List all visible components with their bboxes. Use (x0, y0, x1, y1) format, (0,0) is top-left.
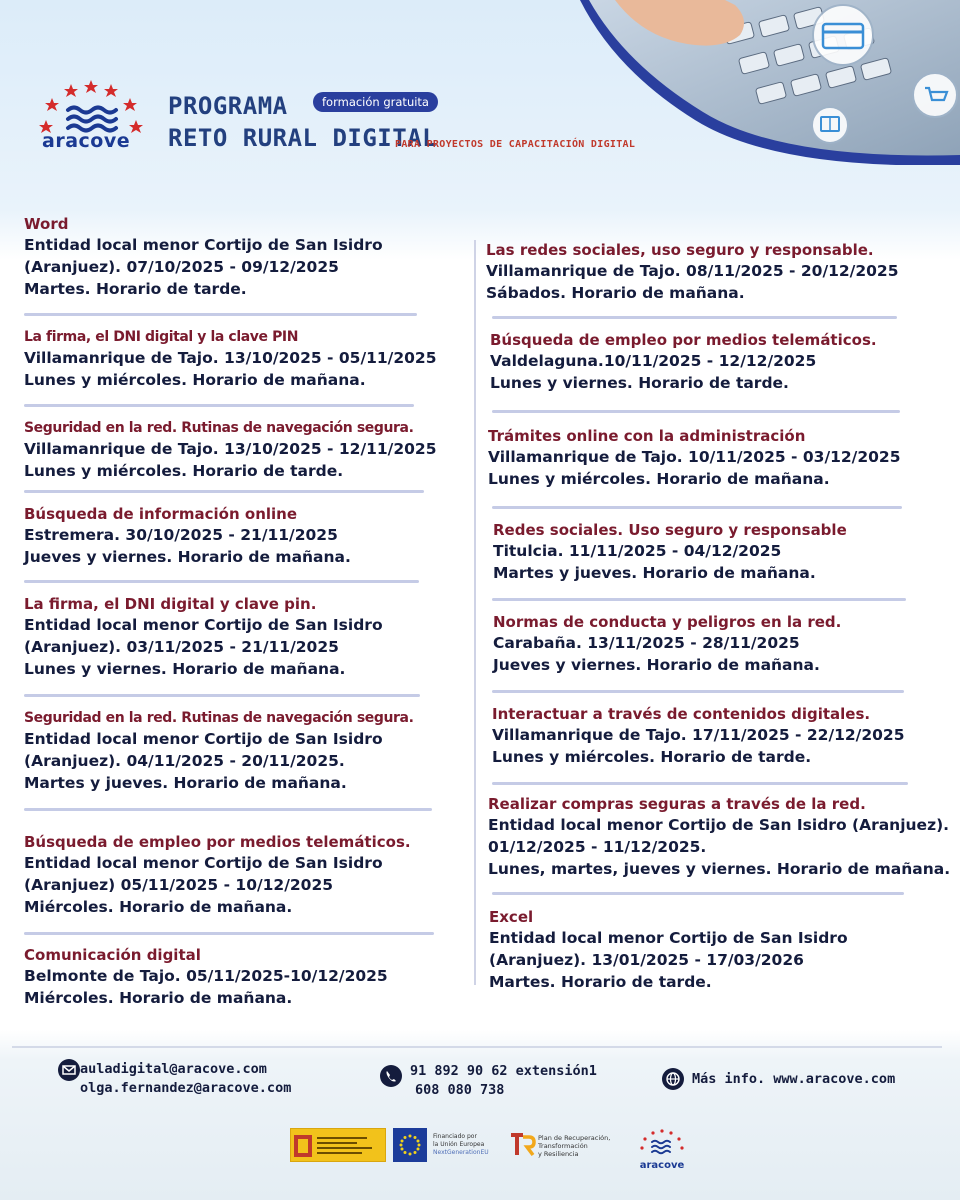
course-title: Normas de conducta y peligros en la red. (493, 613, 842, 631)
course-line: Miércoles. Horario de mañana. (24, 989, 293, 1007)
course-line: (Aranjuez). 07/10/2025 - 09/12/2025 (24, 258, 339, 276)
course-line: Martes. Horario de tarde. (24, 280, 247, 298)
course-item (493, 612, 841, 676)
course-line: Martes y jueves. Horario de mañana. (24, 774, 347, 792)
course-line: Miércoles. Horario de mañana. (24, 898, 293, 916)
course-line: Entidad local menor Cortijo de San Isidro (24, 236, 383, 254)
email-1[interactable]: auladigital@aracove.com (80, 1061, 267, 1077)
course-item (490, 330, 877, 394)
course-item (493, 520, 847, 584)
email-2[interactable]: olga.fernandez@aracove.com (80, 1080, 292, 1096)
course-line: Titulcia. 11/11/2025 - 04/12/2025 (493, 542, 782, 560)
course-line: (Aranjuez) 05/11/2025 - 10/12/2025 (24, 876, 334, 894)
course-title: Búsqueda de empleo por medios telemáticos. (490, 331, 877, 349)
course-line: Lunes y viernes. Horario de tarde. (490, 374, 789, 392)
course-separator (492, 598, 906, 601)
logo-stars-waves-icon (36, 78, 146, 138)
plan-text-3: y Resiliencia (538, 1150, 579, 1158)
course-item (24, 945, 388, 1009)
eu-stars-icon (393, 1128, 427, 1162)
course-line: Martes y jueves. Horario de mañana. (493, 564, 816, 582)
course-line: Jueves y viernes. Horario de mañana. (493, 656, 820, 674)
email-contacts (80, 1060, 291, 1098)
course-line: Villamanrique de Tajo. 13/10/2025 - 05/11/2025 (24, 349, 437, 367)
course-line: Sábados. Horario de mañana. (486, 284, 745, 302)
course-title: Comunicación digital (24, 946, 201, 964)
course-line: Lunes y miércoles. Horario de tarde. (492, 748, 812, 766)
course-item (492, 704, 904, 768)
plan-text-1: Plan de Recuperación, (538, 1134, 611, 1142)
footer-logo-text: aracove (639, 1160, 685, 1171)
eu-text-3: NextGenerationEU (433, 1149, 489, 1156)
course-item (24, 594, 383, 680)
phone-icon (380, 1065, 402, 1087)
keyboard-hand-illustration-icon (575, 0, 960, 165)
program-line-2: RETO RURAL DIGITAL (168, 124, 438, 152)
course-line: Entidad local menor Cortijo de San Isidro (24, 854, 383, 872)
phone-contacts (410, 1062, 597, 1100)
column-divider (474, 240, 476, 985)
course-title: Búsqueda de información online (24, 505, 298, 523)
course-separator (24, 490, 424, 493)
course-line: Villamanrique de Tajo. 13/10/2025 - 12/11/2025 (24, 440, 437, 458)
course-line: Villamanrique de Tajo. 17/11/2025 - 22/12/2025 (492, 726, 905, 744)
course-line: Lunes y miércoles. Horario de mañana. (488, 470, 830, 488)
course-item (488, 426, 900, 490)
program-subtitle: PARA PROYECTOS DE CAPACITACIÓN DIGITAL (395, 139, 636, 150)
course-separator (24, 932, 434, 935)
globe-icon (662, 1068, 684, 1090)
program-line-1: PROGRAMA (168, 92, 288, 120)
course-line: Martes. Horario de tarde. (489, 973, 712, 991)
course-line: Carabaña. 13/11/2025 - 28/11/2025 (493, 634, 800, 652)
phone-2[interactable]: 608 080 738 (415, 1082, 505, 1098)
course-title: Seguridad en la red. Rutinas de navegación segura. (24, 420, 414, 436)
free-training-badge: formación gratuita (313, 92, 438, 112)
course-separator (492, 316, 897, 319)
course-title: La firma, el DNI digital y clave pin. (24, 595, 317, 613)
footer-logo-stars-waves-icon (636, 1128, 688, 1156)
course-title: La firma, el DNI digital y la clave PIN (24, 329, 299, 345)
course-separator (492, 410, 900, 413)
course-item (24, 708, 414, 794)
course-item (24, 214, 383, 300)
phone-1[interactable]: 91 892 90 62 extensión1 (410, 1063, 597, 1079)
course-line: (Aranjuez). 04/11/2025 - 20/11/2025. (24, 752, 345, 770)
course-title: Excel (489, 908, 534, 926)
course-item (24, 504, 351, 568)
course-separator (492, 782, 908, 785)
course-item (488, 794, 950, 880)
course-separator (24, 694, 420, 697)
course-line: Belmonte de Tajo. 05/11/2025-10/12/2025 (24, 967, 388, 985)
course-title: Realizar compras seguras a través de la red. (488, 795, 866, 813)
website-link[interactable]: Más info. www.aracove.com (692, 1071, 896, 1087)
course-separator (24, 313, 417, 316)
course-title: Trámites online con la administración (488, 427, 806, 445)
aracove-logo (36, 78, 146, 158)
course-separator (24, 404, 414, 407)
recovery-plan-text (538, 1134, 610, 1158)
eu-flag-logo (393, 1128, 427, 1162)
course-line: Entidad local menor Cortijo de San Isidro (489, 929, 848, 947)
course-line: Lunes y viernes. Horario de mañana. (24, 660, 346, 678)
course-line: Entidad local menor Cortijo de San Isidro (24, 616, 383, 634)
recovery-plan-logo-icon (510, 1131, 536, 1159)
email-icon (58, 1059, 80, 1081)
course-title: Búsqueda de empleo por medios telemáticos. (24, 833, 411, 851)
course-item (489, 907, 848, 993)
course-item (24, 832, 411, 918)
course-title: Word (24, 215, 69, 233)
spain-coat-of-arms-icon (291, 1129, 387, 1163)
course-line: Villamanrique de Tajo. 10/11/2025 - 03/12/2025 (488, 448, 901, 466)
course-line: (Aranjuez). 03/11/2025 - 21/11/2025 (24, 638, 339, 656)
course-line: Villamanrique de Tajo. 08/11/2025 - 20/12/2025 (486, 262, 899, 280)
footer-divider (12, 1046, 942, 1048)
course-line: 01/12/2025 - 11/12/2025. (488, 838, 707, 856)
course-line: (Aranjuez). 13/01/2025 - 17/03/2026 (489, 951, 804, 969)
course-separator (492, 892, 904, 895)
footer-aracove-logo (636, 1128, 688, 1172)
course-line: Estremera. 30/10/2025 - 21/11/2025 (24, 526, 338, 544)
plan-text-2: Transformación (538, 1142, 588, 1150)
course-item (24, 327, 436, 391)
course-separator (24, 808, 432, 811)
course-line: Lunes, martes, jueves y viernes. Horario de mañana. (488, 860, 951, 878)
course-line: Jueves y viernes. Horario de mañana. (24, 548, 351, 566)
course-item (24, 418, 436, 482)
course-title: Redes sociales. Uso seguro y responsable (493, 521, 847, 539)
course-line: Entidad local menor Cortijo de San Isidro (Aranjuez). (488, 816, 950, 834)
course-line: Lunes y miércoles. Horario de mañana. (24, 371, 366, 389)
course-line: Valdelaguna.10/11/2025 - 12/12/2025 (490, 352, 817, 370)
course-item (486, 240, 898, 304)
course-separator (24, 580, 419, 583)
header (0, 0, 960, 210)
course-separator (492, 690, 904, 693)
eu-text-2: la Unión Europea (433, 1141, 485, 1148)
eu-text-1: Financiado por (433, 1133, 477, 1140)
eu-funding-text (433, 1133, 489, 1157)
course-separator (492, 506, 902, 509)
course-title: Las redes sociales, uso seguro y responsable. (486, 241, 874, 259)
course-title: Interactuar a través de contenidos digitales. (492, 705, 871, 723)
spain-government-logo (290, 1128, 386, 1162)
logo-text: aracove (42, 130, 131, 152)
course-line: Lunes y miércoles. Horario de tarde. (24, 462, 344, 480)
course-line: Entidad local menor Cortijo de San Isidro (24, 730, 383, 748)
course-title: Seguridad en la red. Rutinas de navegación segura. (24, 710, 414, 726)
